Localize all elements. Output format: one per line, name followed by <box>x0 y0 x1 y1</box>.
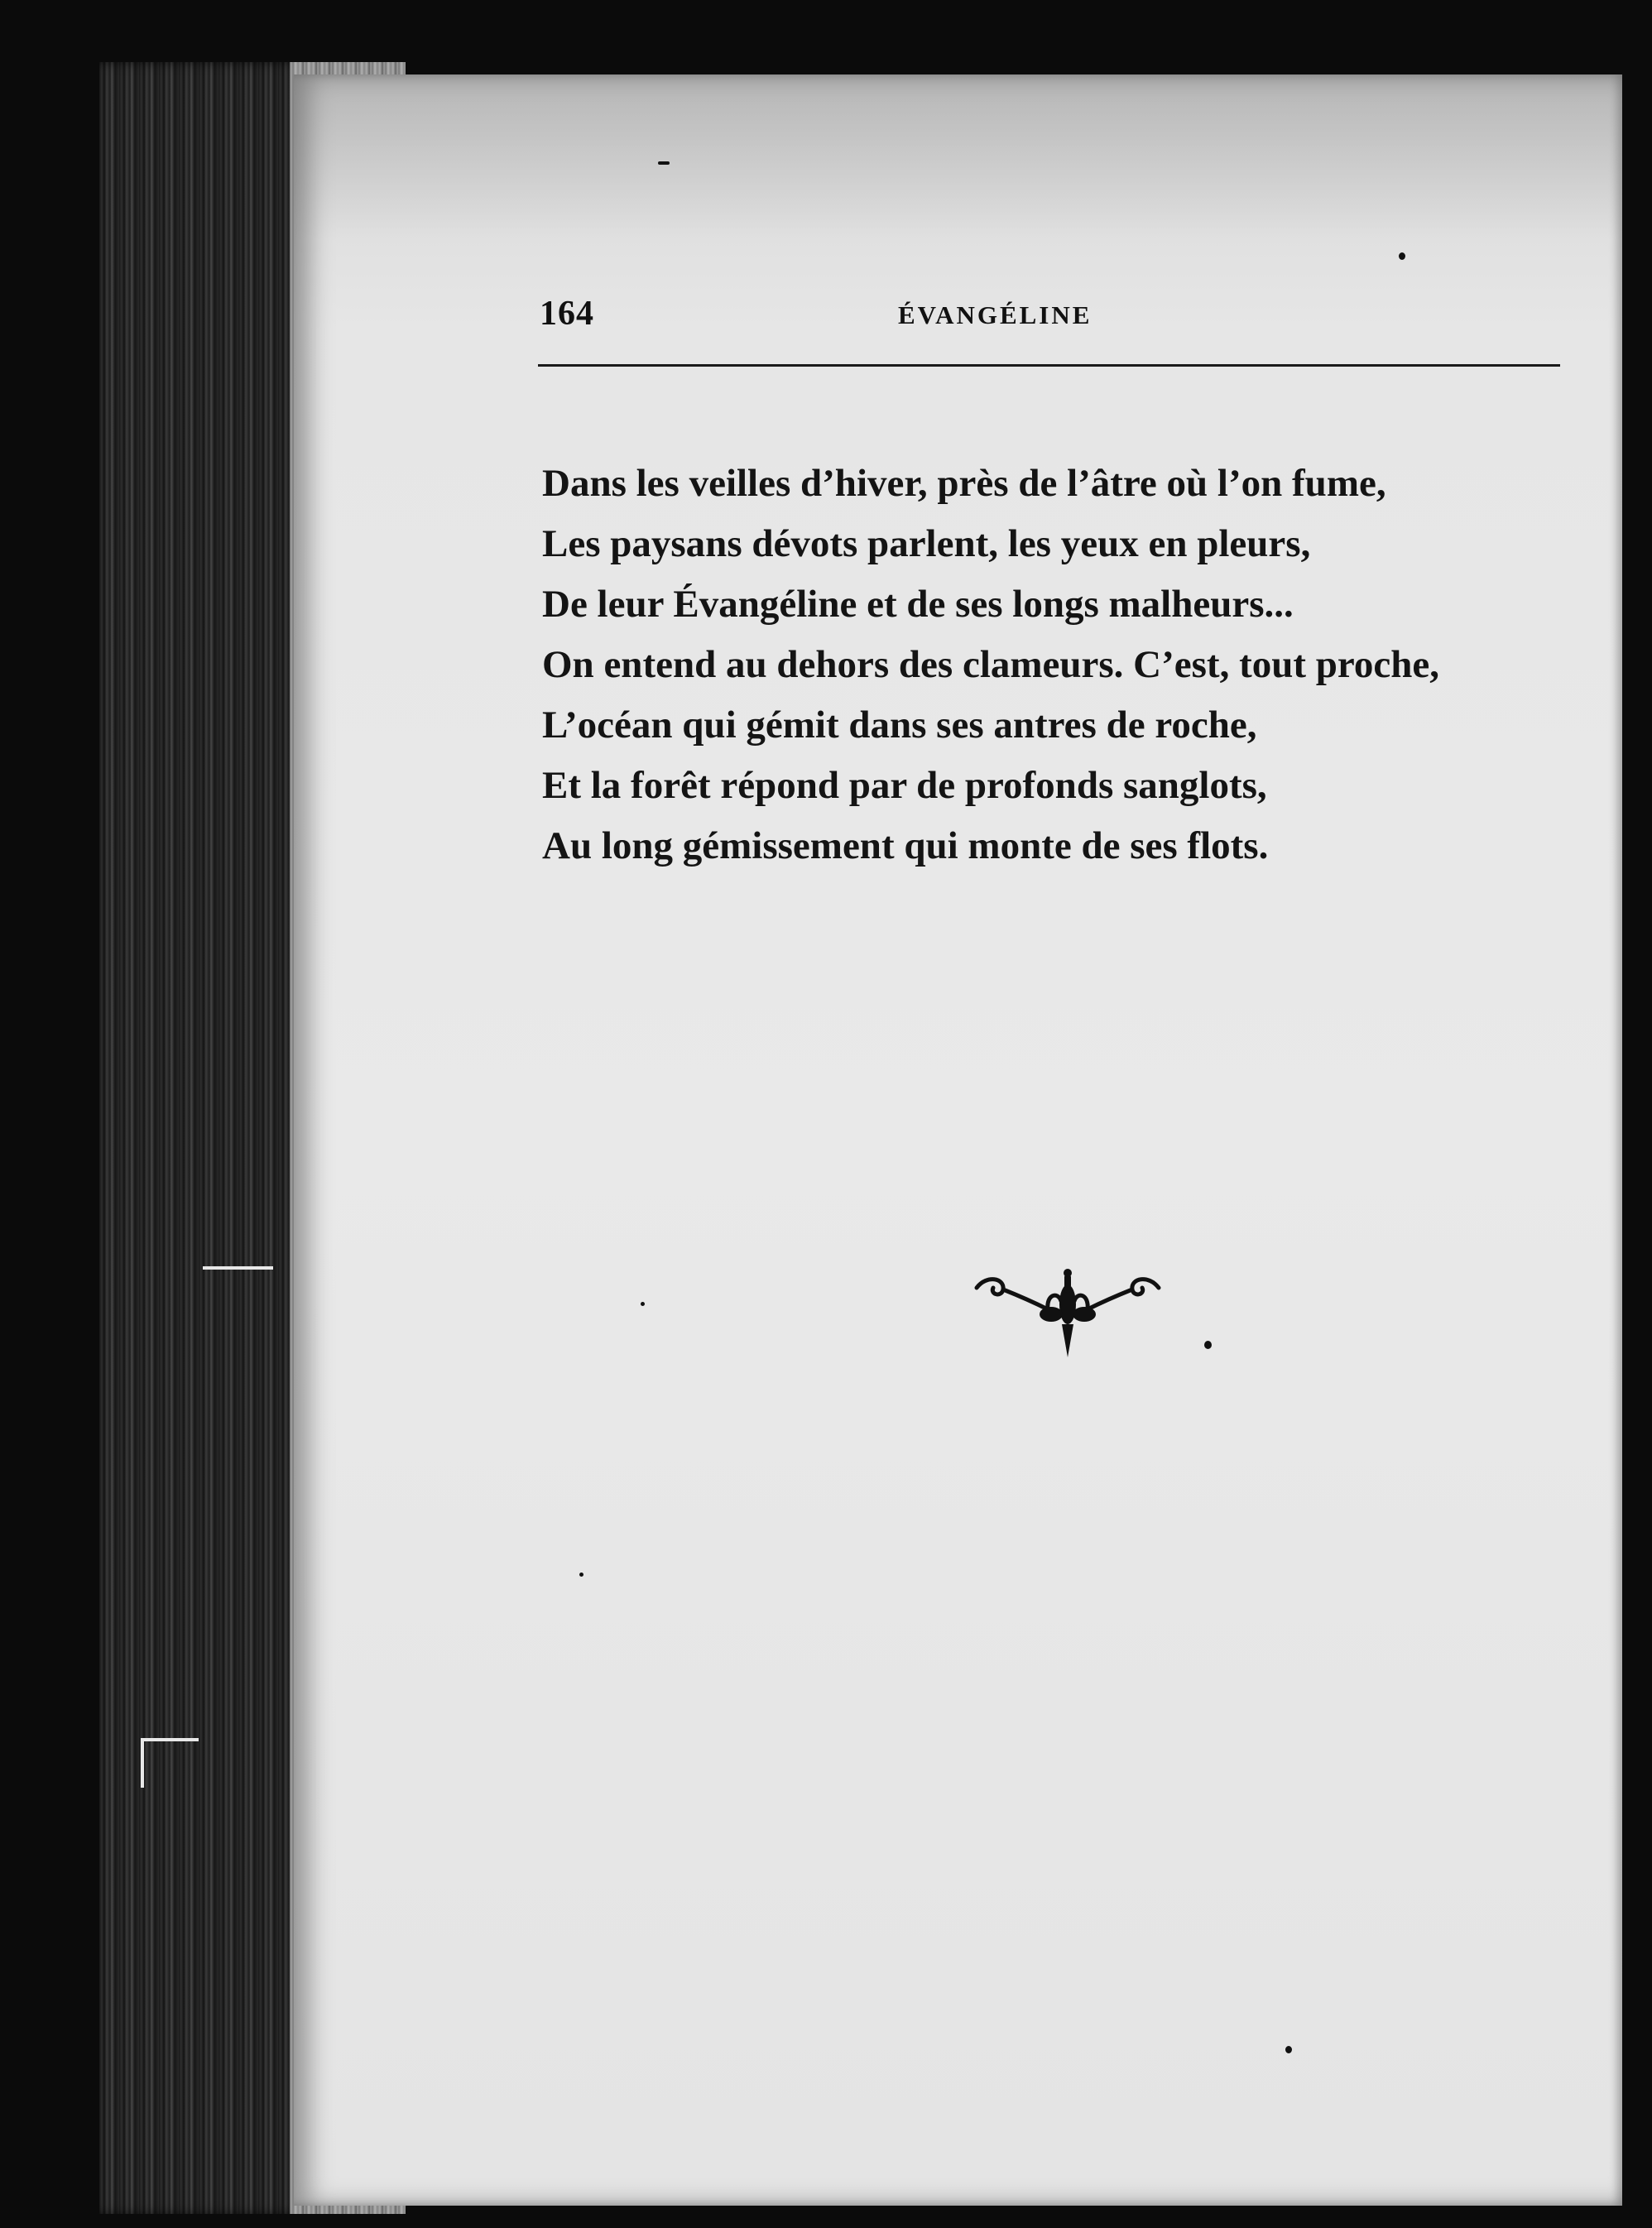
running-head <box>540 294 1558 343</box>
scan-speck <box>658 161 670 165</box>
scan-speck <box>641 1302 645 1306</box>
book <box>99 62 1639 2214</box>
poem-line: De leur Évangéline et de ses longs malheurs... <box>542 583 1294 626</box>
scan-mark <box>141 1738 199 1741</box>
book-spine <box>99 62 306 2214</box>
scan-mark <box>203 1266 273 1270</box>
poem-line: Les paysans dévots parlent, les yeux en pleurs, <box>542 522 1311 565</box>
scan-mark <box>141 1738 144 1788</box>
poem-line: Et la forêt répond par de profonds sanglots, <box>542 764 1267 807</box>
page-shading <box>294 74 1622 240</box>
page-number: 164 <box>540 295 594 333</box>
page-leaf <box>294 74 1622 2206</box>
scan-speck <box>579 1573 583 1577</box>
poem-line: Dans les veilles d’hiver, près de l’âtre où l’on fume, <box>542 462 1386 505</box>
scan-speck <box>1204 1341 1212 1349</box>
poem-line: L’océan qui gémit dans ses antres de roche, <box>542 703 1257 747</box>
poem-text <box>542 454 1577 876</box>
running-title: ÉVANGÉLINE <box>898 300 1093 329</box>
fleuron-ornament-icon <box>968 1266 1167 1366</box>
poem-line: On entend au dehors des clameurs. C’est, tout proche, <box>542 643 1440 686</box>
header-rule <box>538 364 1560 367</box>
scan-speck <box>1399 252 1405 260</box>
poem-line: Au long gémissement qui monte de ses flots. <box>542 824 1269 867</box>
scan-speck <box>1285 2046 1292 2053</box>
